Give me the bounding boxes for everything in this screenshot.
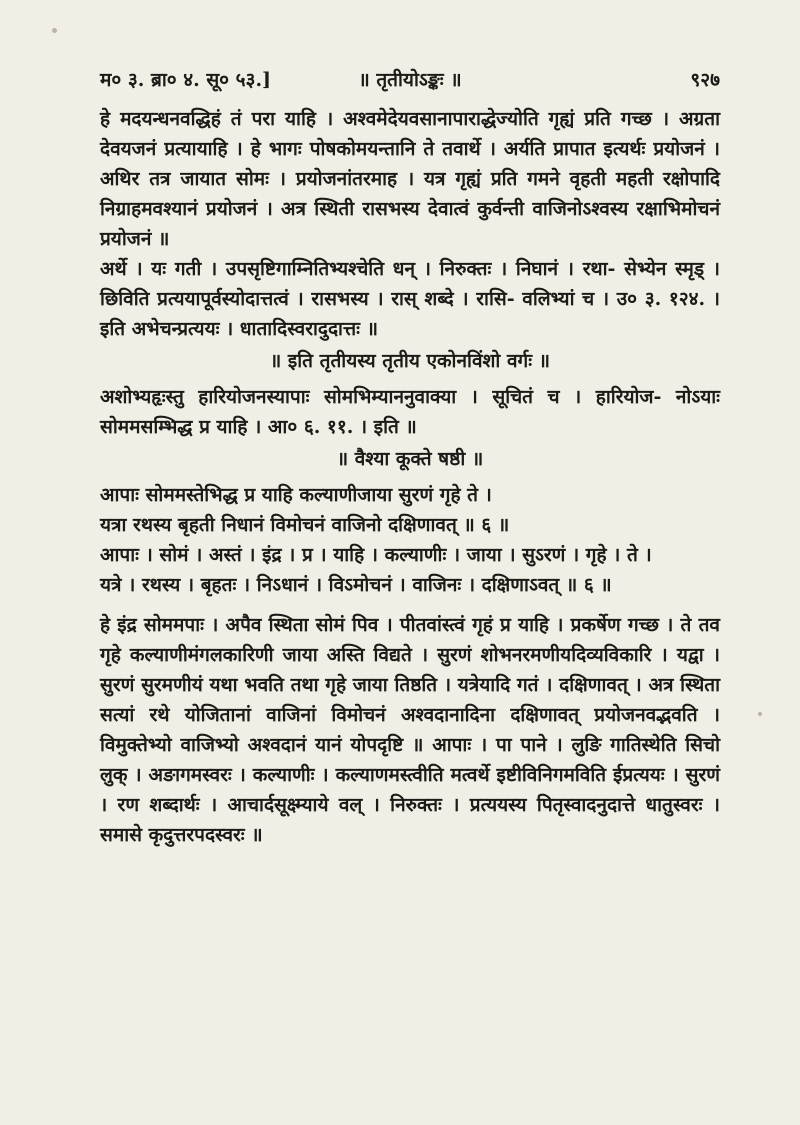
commentary-paragraph-2: अर्थे । यः गती । उपसृष्टिगाम्नितिभ्यश्चेति धन् । निरुक्तः । निघानं । रथा- सेभ्येन स्मृड् । छिविति प्रत्ययापूर्वस्योदात्तत्वं । रासभस्य । रास् शब्दे । रासि- वलिभ्यां च । उ० ३. १२४. । इति अभेचन्प्रत्ययः । धातादिस्वरादुदात्तः ॥ <box>100 258 720 340</box>
scan-speck <box>52 28 57 33</box>
section-end-marker: ॥ इति तृतीयस्य तृतीय एकोनविंशो वर्गः ॥ <box>269 350 551 372</box>
running-head-section-reference: म० ३. ब्रा० ४. सू० ५३.] <box>100 69 272 91</box>
commentary-paragraph-3: अशोभ्यहृःस्तु हारियोजनस्यापाः सोमभिम्याननुवाक्या । सूचितं च । हारियोज- नोऽयाः सोममसम्भिद्ध प्र याहि । आ० ६. ११. । इति ॥ <box>100 386 720 438</box>
commentary-body <box>100 104 720 850</box>
page-number: ९२७ <box>690 69 720 91</box>
padapatha-line-2: यत्रे । रथस्य । बृहतः । निऽधानं । विऽमोचनं । वाजिनः । दक्षिणाऽवत् ॥ ६ ॥ <box>100 574 612 596</box>
running-head-title: ॥ तृतीयोऽङ्कः ॥ <box>358 69 462 91</box>
padapatha-line-1: आपाः । सोमं । अस्तं । इंद्र । प्र । याहि । कल्याणीः । जाया । सुऽरणं । गृहे । ते । <box>100 544 652 566</box>
running-head <box>100 66 720 94</box>
verse-line-1: आपाः सोममस्तेभिद्ध प्र याहि कल्याणीजाया सुरणं गृहे ते । <box>100 484 492 506</box>
commentary-paragraph-1: हे मदयन्धनवद्धिहं तं परा याहि । अश्वमेदेयवसानापाराद्धेज्योति गृह्यं प्रति गच्छ । अग्रता देवयजनं प्रत्यायाहि । हे भागः पोषकोमयन्तानि ते तवार्थे । अर्यति प्रापात इत्यर्थः प्रयोजनं । अथिर तत्र जायात सोमः । प्रयोजनांतरमाह । यत्र गृह्यं प्रति गमने वृहती महती रक्षोपादि निग्राहमवश्यानं प्रयोजनं । अत्र स्थिती रासभस्य देवात्वं कुर्वन्ती वाजिनोऽश्वस्य रक्षाभिमोचनं प्रयोजनं ॥ <box>100 108 720 250</box>
scan-speck <box>758 712 762 716</box>
spacer <box>100 600 720 610</box>
commentary-paragraph-4: हे इंद्र सोममपाः । अपैव स्थिता सोमं पिव । पीतवांस्त्वं गृहं प्र याहि । प्रकर्षेण गच्छ । ते तव गृहे कल्याणीमंगलकारिणी जाया अस्ति विद्यते । सुरणं शोभनरमणीयदिव्यविकारि । यद्वा । सुरणं सुरमणीयं यथा भवति तथा गृहे जाया तिष्ठति । यत्रेयादि गतं । दक्षिणावत् । अत्र स्थिता सत्यां रथे योजितानां वाजिनां विमोचनं अश्वदानादिना दक्षिणावत् प्रयोजनवद्भवति । विमुक्तेभ्यो वाजिभ्यो अश्वदानं यानं योपदृष्टि ॥ आपाः । पा पाने । लुङि गातिस्थेति सिचो लुक् । अङागमस्वरः । कल्याणीः । कल्याणमस्त्वीति मत्वर्थे इष्टीविनिगमविति ईप्रत्ययः । सुरणं । रण शब्दार्थः । आचार्दसूक्ष्म्याये वल् । निरुक्तः । प्रत्ययस्य पितृस्वादनुदात्ते धातुस्वरः । समासे कृदुत्तरपदस्वरः ॥ <box>100 614 720 846</box>
verse-line-2: यत्रा रथस्य बृहती निधानं विमोचनं वाजिनो दक्षिणावत् ॥ ६ ॥ <box>100 514 510 536</box>
sukta-heading: ॥ वैश्या कूक्ते षष्ठी ॥ <box>336 448 484 470</box>
